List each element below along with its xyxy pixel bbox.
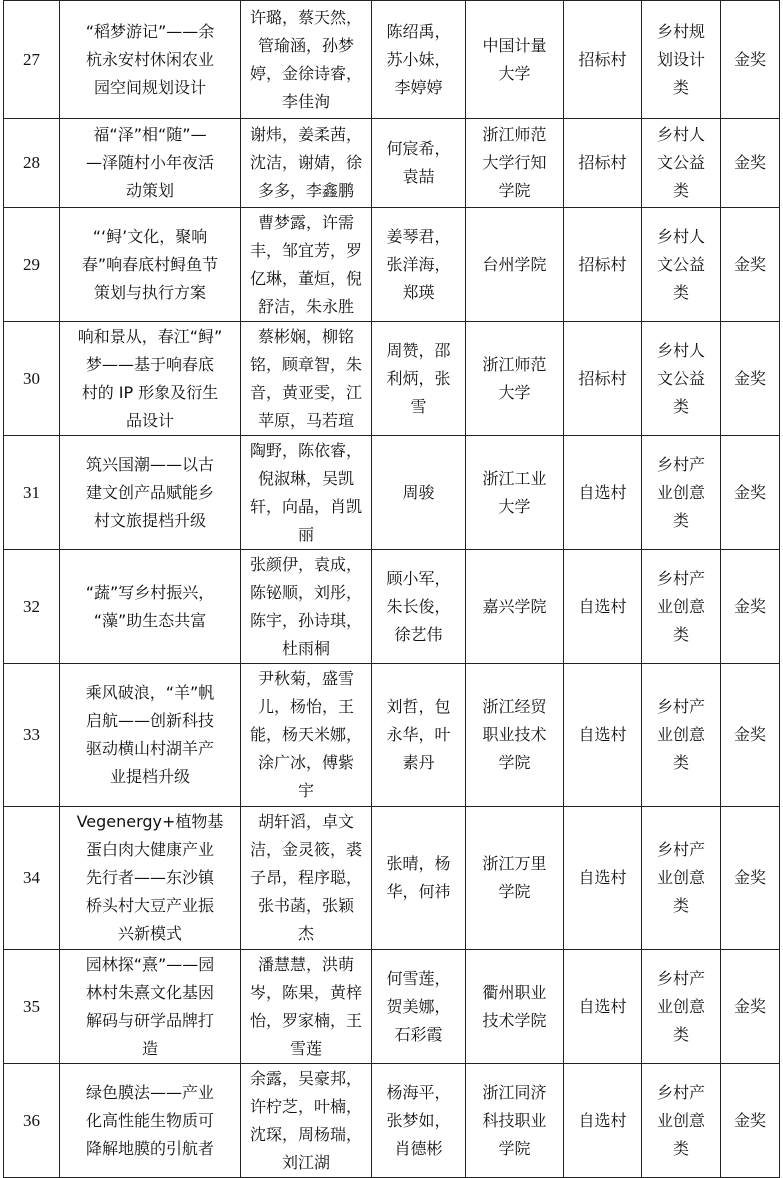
team-members: 余露，吴豪邦， 许柠芝，叶楠， 沈琛，周杨瑞， 刘江湖 xyxy=(241,1064,372,1178)
project-name: 响和景从，春江“鲟” 梦——基于响春底 村的 IP 形象及衍生 品设计 xyxy=(60,322,241,436)
school: 浙江同济 科技职业 学院 xyxy=(466,1064,564,1178)
table-row xyxy=(4,436,780,550)
village-type: 自选村 xyxy=(564,550,642,664)
village-type: 招标村 xyxy=(564,119,642,208)
project-name: 福“泽”相“随”— —泽随村小年夜活 动策划 xyxy=(60,119,241,208)
village-type: 招标村 xyxy=(564,208,642,322)
advisors: 周骏 xyxy=(372,436,466,550)
school: 浙江工业 大学 xyxy=(466,436,564,550)
table-row xyxy=(4,322,780,436)
project-name: 乘风破浪，“羊”帆 启航——创新科技 驱动横山村湖羊产 业提档升级 xyxy=(60,664,241,807)
award: 金奖 xyxy=(721,664,780,807)
row-number: 31 xyxy=(4,436,60,550)
team-members: 潘慧慧，洪萌 岑，陈果，黄梓 怡，罗家楠，王 雪莲 xyxy=(241,950,372,1064)
award: 金奖 xyxy=(721,550,780,664)
project-name: “‘鲟’文化，聚响 春”响春底村鲟鱼节 策划与执行方案 xyxy=(60,208,241,322)
category: 乡村人 文公益 类 xyxy=(642,322,721,436)
advisors: 刘哲，包 永华，叶 素丹 xyxy=(372,664,466,807)
table-row xyxy=(4,550,780,664)
award: 金奖 xyxy=(721,950,780,1064)
team-members: 张颜伊，袁成， 陈铋顺，刘彤， 陈宇，孙诗琪， 杜雨桐 xyxy=(241,550,372,664)
row-number: 36 xyxy=(4,1064,60,1178)
category: 乡村规 划设计 类 xyxy=(642,1,721,119)
row-number: 34 xyxy=(4,807,60,950)
row-number: 27 xyxy=(4,1,60,119)
project-name: “稻梦游记”——余 杭永安村休闲农业 园空间规划设计 xyxy=(60,1,241,119)
table-row xyxy=(4,208,780,322)
project-name: 筑兴国潮——以古 建文创产品赋能乡 村文旅提档升级 xyxy=(60,436,241,550)
award: 金奖 xyxy=(721,807,780,950)
award: 金奖 xyxy=(721,1064,780,1178)
table-row xyxy=(4,1,780,119)
row-number: 35 xyxy=(4,950,60,1064)
category: 乡村产 业创意 类 xyxy=(642,550,721,664)
team-members: 尹秋菊，盛雪 儿，杨怡，王 能，杨天米娜， 涂广冰，傅紫 宇 xyxy=(241,664,372,807)
project-name: 绿色膜法——产业 化高性能生物质可 降解地膜的引航者 xyxy=(60,1064,241,1178)
team-members: 胡轩滔，卓文 洁，金灵筱，裘 子昂，程序聪， 张书菡，张颖 杰 xyxy=(241,807,372,950)
table-row xyxy=(4,119,780,208)
category: 乡村产 业创意 类 xyxy=(642,950,721,1064)
project-name: Vegenergy+植物基 蛋白肉大健康产业 先行者——东沙镇 桥头村大豆产业振 兴新模式 xyxy=(60,807,241,950)
team-members: 许璐，蔡天然， 管瑜涵，孙梦 婷，金徐诗睿， 李佳洵 xyxy=(241,1,372,119)
table-body xyxy=(4,1,780,1178)
village-type: 自选村 xyxy=(564,950,642,1064)
school: 浙江师范 大学 xyxy=(466,322,564,436)
award-table xyxy=(3,0,780,1178)
category: 乡村人 文公益 类 xyxy=(642,119,721,208)
team-members: 曹梦露，许需 丰，邹宜芳，罗 亿琳，董烜，倪 舒洁，朱永胜 xyxy=(241,208,372,322)
row-number: 32 xyxy=(4,550,60,664)
advisors: 陈绍禹， 苏小妹， 李婷婷 xyxy=(372,1,466,119)
school: 浙江师范 大学行知 学院 xyxy=(466,119,564,208)
category: 乡村人 文公益 类 xyxy=(642,208,721,322)
team-members: 蔡彬娴，柳铭 铭，顾章智，朱 音，黄亚雯，江 苹原，马若瑄 xyxy=(241,322,372,436)
row-number: 30 xyxy=(4,322,60,436)
row-number: 28 xyxy=(4,119,60,208)
village-type: 招标村 xyxy=(564,1,642,119)
row-number: 29 xyxy=(4,208,60,322)
category: 乡村产 业创意 类 xyxy=(642,807,721,950)
award: 金奖 xyxy=(721,1,780,119)
advisors: 顾小军， 朱长俊， 徐艺伟 xyxy=(372,550,466,664)
category: 乡村产 业创意 类 xyxy=(642,1064,721,1178)
school: 台州学院 xyxy=(466,208,564,322)
project-name: 园林探“熹”——园 林村朱熹文化基因 解码与研学品牌打 造 xyxy=(60,950,241,1064)
table-row xyxy=(4,807,780,950)
category: 乡村产 业创意 类 xyxy=(642,436,721,550)
advisors: 何雪莲， 贺美娜， 石彩霞 xyxy=(372,950,466,1064)
advisors: 张晴，杨 华，何祎 xyxy=(372,807,466,950)
village-type: 自选村 xyxy=(564,436,642,550)
team-members: 谢炜，姜柔茜， 沈洁，谢婧，徐 多多，李鑫鹏 xyxy=(241,119,372,208)
project-name: “蔬”写乡村振兴， “藻”助生态共富 xyxy=(60,550,241,664)
award: 金奖 xyxy=(721,208,780,322)
school: 中国计量 大学 xyxy=(466,1,564,119)
row-number: 33 xyxy=(4,664,60,807)
category: 乡村产 业创意 类 xyxy=(642,664,721,807)
school: 嘉兴学院 xyxy=(466,550,564,664)
advisors: 姜琴君， 张洋海， 郑瑛 xyxy=(372,208,466,322)
table-row xyxy=(4,1064,780,1178)
table-row xyxy=(4,950,780,1064)
advisors: 杨海平， 张梦如， 肖德彬 xyxy=(372,1064,466,1178)
team-members: 陶野，陈依睿， 倪淑琳，吴凯 轩，向晶，肖凯 丽 xyxy=(241,436,372,550)
advisors: 周赞，邵 利炳，张 雪 xyxy=(372,322,466,436)
village-type: 自选村 xyxy=(564,1064,642,1178)
table-row xyxy=(4,664,780,807)
award: 金奖 xyxy=(721,436,780,550)
award: 金奖 xyxy=(721,322,780,436)
school: 浙江万里 学院 xyxy=(466,807,564,950)
village-type: 自选村 xyxy=(564,807,642,950)
school: 衢州职业 技术学院 xyxy=(466,950,564,1064)
school: 浙江经贸 职业技术 学院 xyxy=(466,664,564,807)
award: 金奖 xyxy=(721,119,780,208)
village-type: 招标村 xyxy=(564,322,642,436)
village-type: 自选村 xyxy=(564,664,642,807)
advisors: 何宸希， 袁喆 xyxy=(372,119,466,208)
